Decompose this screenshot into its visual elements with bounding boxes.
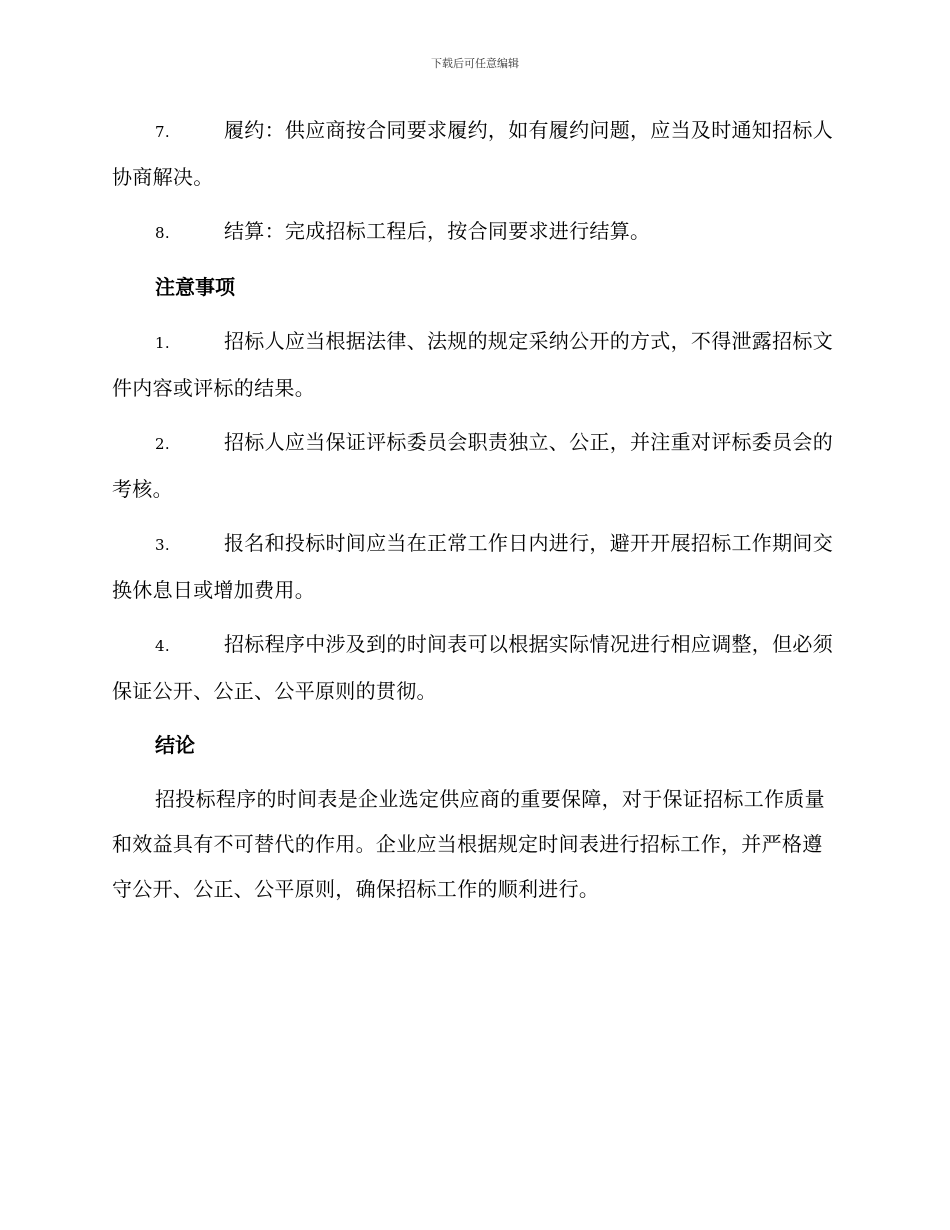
list-item-note-3	[112, 521, 836, 613]
item-text: 招标程序中涉及到的时间表可以根据实际情况进行相应调整，但必须保证公开、公正、公平原则的贯彻。	[112, 632, 833, 703]
list-item-note-1	[112, 319, 836, 411]
notes-heading: 注意事项	[155, 275, 235, 299]
item-number: 8.	[155, 224, 170, 242]
item-text: 履约：供应商按合同要求履约，如有履约问题，应当及时通知招标人协商解决。	[112, 118, 833, 189]
item-number: 3.	[155, 536, 170, 554]
item-text: 招标人应当保证评标委员会职责独立、公正，并注重对评标委员会的考核。	[112, 430, 833, 501]
document-body	[112, 108, 836, 912]
list-item-step-8	[112, 209, 836, 256]
item-number: 4.	[155, 637, 170, 655]
list-item-note-4	[112, 622, 836, 714]
list-item-note-2	[112, 420, 836, 512]
item-number: 1.	[155, 334, 170, 352]
item-number: 2.	[155, 435, 170, 453]
list-item-step-7	[112, 108, 836, 200]
item-text: 报名和投标时间应当在正常工作日内进行，避开开展招标工作期间交换休息日或增加费用。	[112, 531, 833, 602]
page-header: 下载后可任意编辑	[431, 57, 519, 70]
item-text: 招标人应当根据法律、法规的规定采纳公开的方式，不得泄露招标文件内容或评标的结果。	[112, 329, 833, 400]
conclusion-paragraph: 招投标程序的时间表是企业选定供应商的重要保障，对于保证招标工作质量和效益具有不可替代的作用。企业应当根据规定时间表进行招标工作，并严格遵守公开、公正、公平原则，确保招标工作的顺利进行。	[112, 787, 825, 901]
item-text: 结算：完成招标工程后，按合同要求进行结算。	[224, 219, 651, 243]
conclusion-heading: 结论	[155, 733, 195, 757]
item-number: 7.	[155, 123, 170, 141]
